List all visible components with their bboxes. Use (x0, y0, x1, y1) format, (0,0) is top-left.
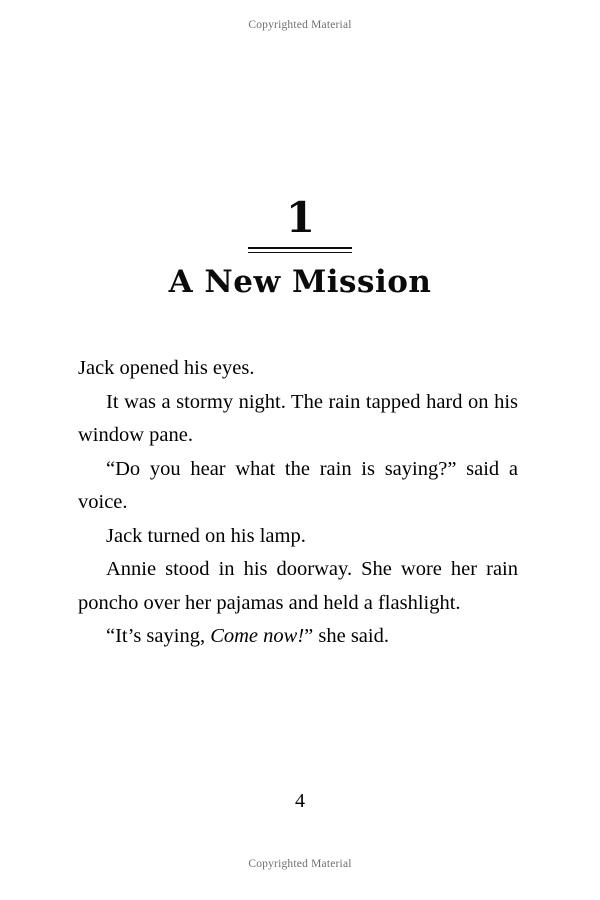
paragraph-text-after: ” she said. (304, 625, 389, 647)
paragraph: “Do you hear what the rain is saying?” said a voice. (78, 457, 518, 513)
chapter-heading (0, 193, 600, 300)
chapter-number: 1 (285, 193, 315, 242)
copyright-watermark-bottom: Copyrighted Material (248, 858, 352, 870)
paragraph: Jack turned on his lamp. (106, 524, 306, 547)
paragraph-text-italic: Come now! (210, 625, 305, 647)
chapter-divider-rule (248, 247, 352, 253)
chapter-body-text (78, 352, 518, 654)
paragraph-text-before: “It’s saying, (106, 625, 211, 647)
paragraph-with-italic (78, 620, 518, 654)
paragraph: Jack opened his eyes. (78, 357, 255, 379)
chapter-title: A New Mission (168, 264, 432, 300)
page-number: 4 (295, 790, 305, 812)
paragraph: It was a stormy night. The rain tapped hard on his window pane. (78, 390, 518, 446)
paragraph: Annie stood in his doorway. She wore her rain poncho over her pajamas and held a flashlight. (78, 558, 518, 614)
copyright-watermark-top: Copyrighted Material (248, 19, 352, 31)
